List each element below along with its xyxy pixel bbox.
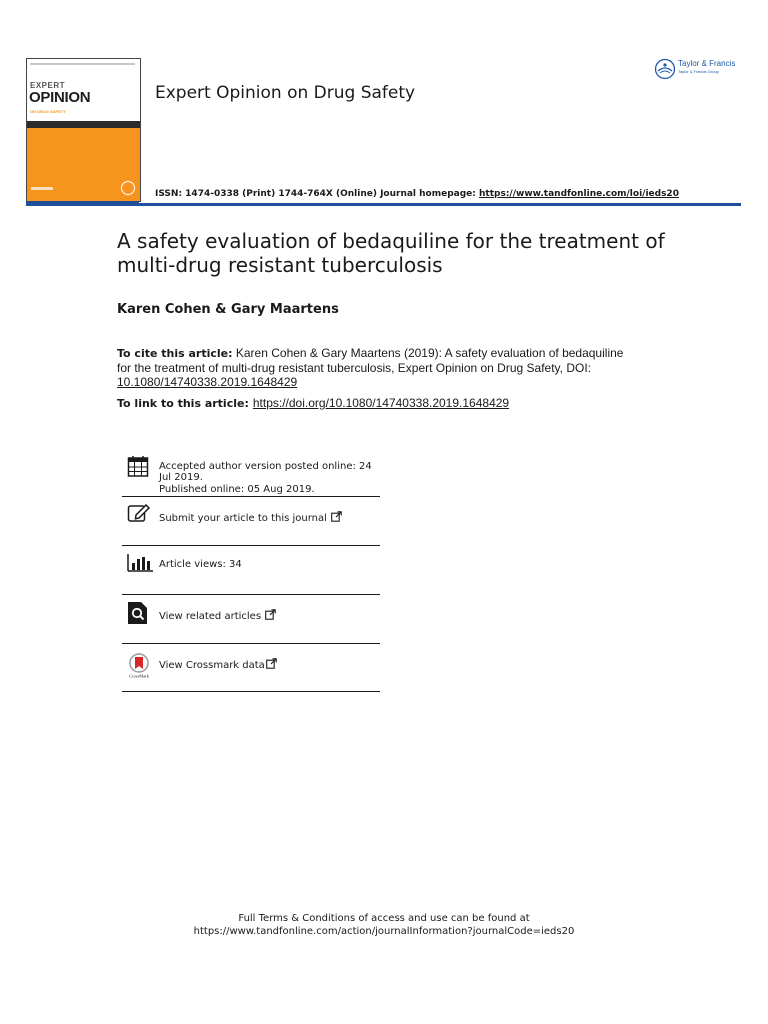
footer-terms-link[interactable]: https://www.tandfonline.com/action/journalInformation?journalCode=ieds20 xyxy=(193,926,575,937)
publisher-globe-icon xyxy=(654,58,676,80)
journal-homepage-link[interactable]: https://www.tandfonline.com/loi/ieds20 xyxy=(479,189,679,199)
cover-dark-band xyxy=(27,121,140,128)
cover-masthead-line xyxy=(30,63,135,65)
crossmark-row[interactable] xyxy=(122,645,380,693)
footer xyxy=(0,912,768,938)
cover-seal-icon xyxy=(121,181,135,195)
cite-label: To cite this article: xyxy=(117,347,233,360)
related-articles-link[interactable] xyxy=(159,609,276,622)
crossmark-logo-text: CrossMark xyxy=(129,673,149,679)
cover-text-opinion: OPINION xyxy=(29,89,91,106)
cover-text-subtitle: ON DRUG SAFETY xyxy=(30,109,66,114)
header-divider xyxy=(26,203,741,206)
submit-article-label: Submit your article to this journal xyxy=(159,513,327,524)
accepted-date-text: Accepted author version posted online: 24 Jul 2019. xyxy=(159,461,372,483)
citation-block xyxy=(117,346,627,389)
submit-article-link[interactable] xyxy=(159,511,342,524)
issn-text: ISSN: 1474-0338 (Print) 1744-764X (Online) Journal homepage: xyxy=(155,189,480,199)
footer-terms-text: Full Terms & Conditions of access and use can be found at xyxy=(238,913,530,924)
row-divider xyxy=(122,691,380,692)
related-articles-label: View related articles xyxy=(159,611,262,622)
row-divider xyxy=(122,643,380,644)
article-doi-link[interactable]: https://doi.org/10.1080/14740338.2019.1648429 xyxy=(252,396,510,410)
article-authors: Karen Cohen & Gary Maartens xyxy=(117,302,339,317)
publisher-group: Taylor & Francis Group xyxy=(678,69,719,74)
publication-dates-row xyxy=(122,455,380,497)
article-views-row xyxy=(122,546,380,595)
edit-icon xyxy=(127,503,151,523)
external-link-icon xyxy=(265,609,276,620)
cite-doi-link[interactable]: 10.1080/14740338.2019.1648429 xyxy=(117,375,298,389)
external-link-icon xyxy=(331,511,342,522)
cover-text-expert: EXPERT xyxy=(30,81,66,90)
related-articles-row[interactable] xyxy=(122,595,380,645)
issn-line xyxy=(155,189,679,199)
crossmark-link[interactable] xyxy=(159,658,277,671)
cover-footer-mark xyxy=(31,187,53,190)
bar-chart-icon xyxy=(127,554,153,572)
cite-text: Karen Cohen & Gary Maartens (2019): A safety evaluation of bedaquiline for the treatment of multi-drug resistant tuberculosis, Expert Opinion on Drug Safety, DOI: xyxy=(117,346,624,375)
journal-cover-thumbnail xyxy=(26,58,141,202)
calendar-icon xyxy=(127,455,149,477)
publisher-name: Taylor & Francis xyxy=(678,59,736,68)
publisher-logo[interactable] xyxy=(654,58,746,80)
published-date-text: Published online: 05 Aug 2019. xyxy=(159,484,315,495)
journal-title[interactable]: Expert Opinion on Drug Safety xyxy=(155,83,416,103)
submit-article-row[interactable] xyxy=(122,497,380,546)
link-label: To link to this article: xyxy=(117,397,249,410)
crossmark-icon xyxy=(126,653,152,679)
article-views-text: Article views: 34 xyxy=(159,559,242,570)
search-document-icon xyxy=(127,601,149,625)
article-title: A safety evaluation of bedaquiline for the treatment of multi-drug resistant tuberculosis xyxy=(117,229,665,277)
crossmark-label: View Crossmark data xyxy=(159,660,265,671)
external-link-icon xyxy=(266,658,277,669)
article-link-block xyxy=(117,396,509,410)
